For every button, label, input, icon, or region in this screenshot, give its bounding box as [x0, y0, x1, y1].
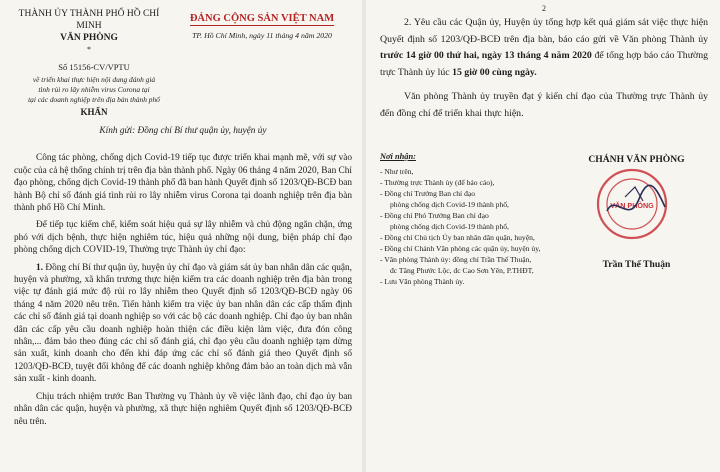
recipient-item: - Đồng chí Chánh Văn phòng các quận ủy, huyện ủy,: [380, 243, 541, 253]
stamp-text: VĂN PHÒNG: [610, 200, 654, 210]
recipients-title: Nơi nhận:: [380, 151, 416, 161]
document-header: [14, 8, 352, 56]
closing-section: [380, 151, 708, 287]
party-name: ĐẢNG CỘNG SẢN VIỆT NAM: [189, 13, 335, 24]
document-subject: [14, 75, 174, 104]
signer-role: CHÁNH VĂN PHÒNG: [588, 153, 685, 165]
document-number: Số 15156-CV/VPTU: [58, 62, 130, 72]
urgent-label: KHẨN: [80, 107, 108, 118]
subject-line-2: tình rủi ro lây nhiễm virus Corona tại: [38, 84, 150, 94]
salutation-text: Kính gửi: Đồng chí Bí thư quận ủy, huyện ủy: [99, 126, 267, 137]
recipient-item: phòng chống dịch Covid-19 thành phố,: [390, 221, 509, 231]
p2-para1-b: để tổng hợp báo cáo Thường trực Thành ủy lúc: [380, 50, 708, 78]
paragraph-2: Để tiếp tục kiểm chế, kiểm soát hiệu quả sự lây nhiễm và chủ động ngăn chặn, ứng phó với dịch bệnh, thực hiện nghiêm túc, hiệu quả những nội dung, biện pháp chỉ đạo phòng chống dịch COVID-19, Thường trực Thành ủy chỉ đạo:: [14, 220, 352, 256]
paragraph-1: Công tác phòng, chống dịch Covid-19 tiếp tục được triển khai mạnh mẽ, với sự vào cuộc của cả hệ thống chính trị trên địa bàn thành phố. Ngày 06 tháng 4 năm 2020, Ban Chỉ đạo phòng, chống dịch Covid-19 thành phố đã ban hành Quyết định số 1203/QĐ-BCĐ ban hành Bộ chỉ số đánh giá tình rủi ro lây nhiễm virus Corona tại doanh nghiệp trên địa bàn thành phố Hồ Chí Minh.: [14, 153, 353, 214]
paragraph-3-text: Đồng chí Bí thư quận ủy, huyện ủy chỉ đạo và giám sát ủy ban nhân dân các quận, huyện và phường, xã khẩn trương thực hiện kiểm tra các doanh nghiệp trên địa bàn trong việc tự đánh giá mức độ rủi ro lây nhiễm theo Quyết định số 1203/QĐ-BCĐ ngày 06 tháng 4 năm 2020 nêu trên. Tiến hành kiểm tra việc ủy ban nhân dân các cấp thẩm định các chỉ số đánh giá tại doanh nghiệp so với các bộ các doanh nghiệp. Chỉ đạo ủy ban nhân dân các cấp yêu cầu doanh nghiệp hoàn thiện các điều kiện làm việc, đưa đón công nhân,... đảm bảo theo đúng các chỉ số đánh giá, chỉ đạo yêu cầu doanh nghiệp tạm dừng sản xuất, kinh doanh cho đến khi đáp ứng các chỉ số đánh giá theo Quyết định số 1203/QĐ-BCĐ, tuyệt đối không để các doanh nghiệp không đảm bảo an toàn dịch mà vẫn sản xuất - kinh doanh.: [14, 262, 352, 385]
p2-para1-time: 15 giờ 00 cùng ngày.: [452, 66, 537, 78]
recipient-item: - Như trên,: [380, 166, 414, 176]
org-name: THÀNH ỦY THÀNH PHỐ HỒ CHÍ MINH: [18, 9, 160, 31]
recipient-item: phòng chống dịch Covid-19 thành phố,: [390, 199, 509, 209]
document-page-2: [366, 0, 720, 472]
salutation: [14, 126, 352, 136]
signer-name: Trần Thế Thuận: [602, 258, 671, 270]
recipient-item: - Văn phòng Thành ủy: đồng chí Trần Thế Thuận,: [380, 254, 532, 264]
paragraph-4: Chịu trách nhiệm trước Ban Thường vụ Thành ủy về việc lãnh đạo, chỉ đạo ủy ban nhân dân các quận, huyện và phường, xã thực hiện nghiêm Quyết định số 1203/QĐ-BCĐ nêu trên.: [14, 391, 352, 427]
issuing-organization: [14, 8, 164, 56]
official-stamp: [595, 167, 669, 241]
recipient-item: - Đồng chí Chủ tịch Ủy ban nhân dân quận, huyện,: [380, 232, 535, 242]
page-number: 2: [542, 4, 546, 13]
org-star: *: [87, 45, 91, 54]
recipient-item: - Đồng chí Trưởng Ban chỉ đạo: [380, 188, 476, 198]
recipients-block: [380, 151, 565, 287]
page2-paragraph-1: [380, 15, 708, 81]
subject-line-3: tại các doanh nghiệp trên địa bàn thành phố: [28, 94, 160, 104]
party-block: [172, 8, 352, 56]
page2-paragraph-2: Văn phòng Thành ủy truyền đạt ý kiến chỉ đạo của Thường trực Thành ủy đến đồng chí để triển khai thực hiện.: [380, 91, 708, 119]
subject-line-1: về triển khai thực hiện nội dung đánh giá: [32, 75, 156, 84]
document-date: TP. Hồ Chí Minh, ngày 11 tháng 4 năm 2020: [192, 31, 332, 40]
org-department: VĂN PHÒNG: [60, 33, 118, 43]
p2-para1-deadline: trước 14 giờ 00 thứ hai, ngày 13 tháng 4 năm 2020: [380, 50, 592, 62]
item-number: 1.: [36, 262, 43, 273]
recipient-item: - Lưu Văn phòng Thành ủy.: [380, 276, 465, 286]
recipient-item: - Thường trực Thành ủy (để báo cáo),: [380, 177, 495, 187]
recipient-item: đc Tăng Phước Lộc, đc Cao Sơn Yên, P.THĐT,: [390, 265, 534, 275]
signature-block: [565, 151, 708, 287]
paragraph-3: [14, 262, 352, 386]
p2-para1-a: 2. Yêu cầu các Quận ủy, Huyện ủy tổng hợp kết quả giám sát việc thực hiện Quyết định số 1203/QĐ-BCĐ trên địa bàn, báo cáo gửi về Văn phòng Thành ủy: [380, 17, 708, 45]
recipient-item: - Đồng chí Phó Trưởng Ban chỉ đạo: [380, 210, 489, 220]
